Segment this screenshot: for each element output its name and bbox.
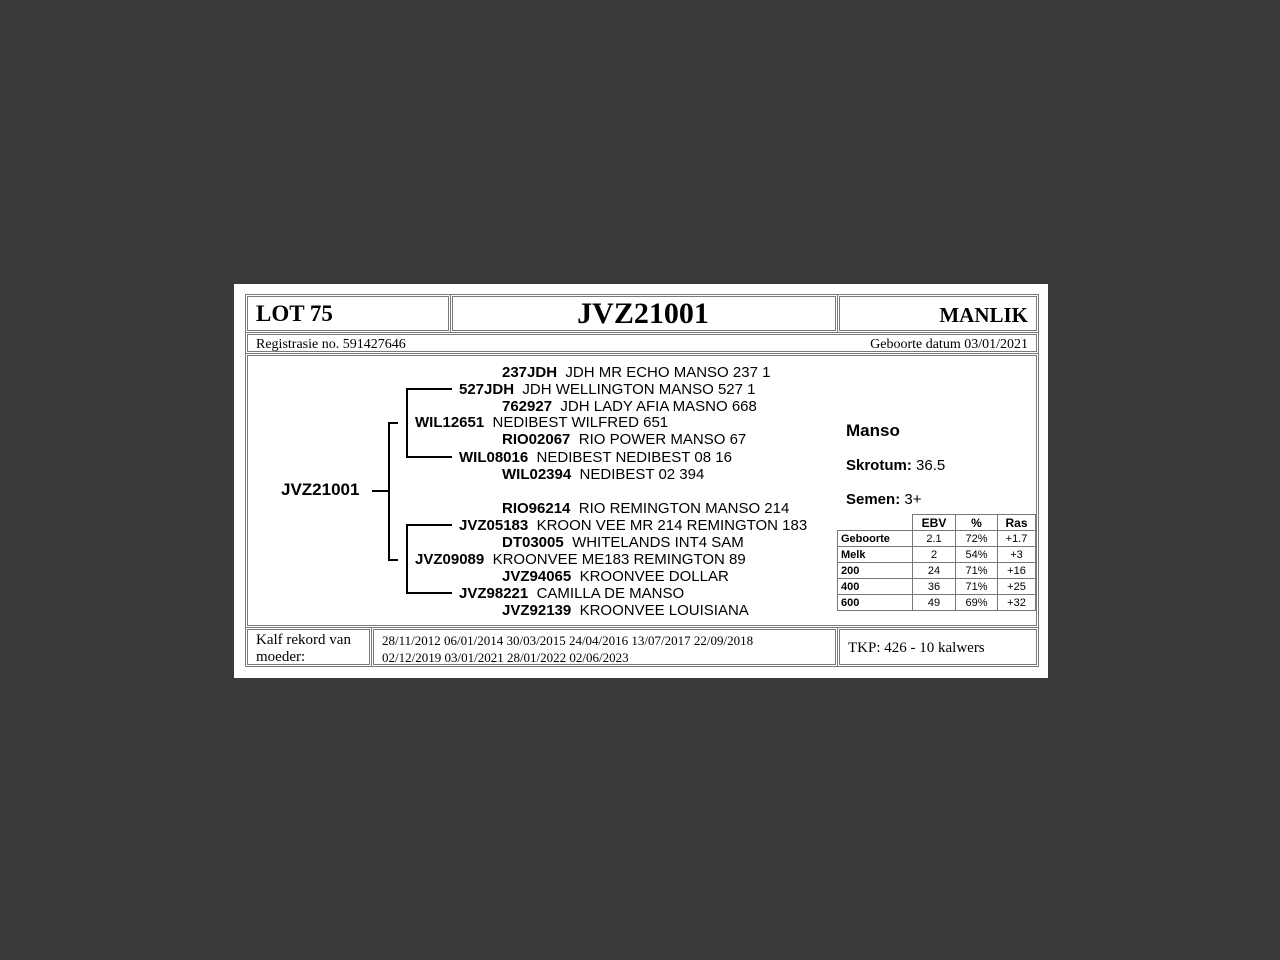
sex-label: MANLIK <box>939 303 1028 327</box>
pedigree-sire-sire-dam: 762927 JDH LADY AFIA MASNO 668 <box>502 398 757 415</box>
pedigree-dam-dam: JVZ98221 CAMILLA DE MANSO <box>459 585 685 602</box>
ebv-table <box>837 514 1036 611</box>
pedigree-sire-sire: 527JDH JDH WELLINGTON MANSO 527 1 <box>459 381 756 398</box>
pedigree-subject: JVZ21001 <box>281 480 360 499</box>
pedigree-sire-dam-sire: RIO02067 RIO POWER MANSO 67 <box>502 431 747 448</box>
connector-subject <box>372 490 388 492</box>
connector-sire-vertical <box>406 388 408 458</box>
pedigree-dam-dam-dam: JVZ92139 KROONVEE LOUISIANA <box>502 602 749 619</box>
calf-record-dates-box <box>371 627 838 667</box>
lot-box <box>245 294 451 333</box>
connector-dam-sire <box>406 524 452 526</box>
table-row: 600 49 69% +32 <box>838 595 1036 611</box>
table-row: Melk 2 54% +3 <box>838 547 1036 563</box>
semen-row: Semen: 3+ <box>846 491 922 508</box>
lot-number: LOT 75 <box>256 301 333 326</box>
scrotum-value: 36.5 <box>916 457 946 474</box>
ebv-header: EBV <box>913 515 956 531</box>
animal-id: JVZ21001 <box>577 297 709 330</box>
connector-dam <box>388 559 398 561</box>
lot-card <box>234 284 1048 678</box>
pedigree-dam-sire-sire: RIO96214 RIO REMINGTON MANSO 214 <box>502 500 790 517</box>
scrotum-row: Skrotum: 36.5 <box>846 457 946 474</box>
birth-date: Geboorte datum 03/01/2021 <box>870 337 1028 352</box>
connector-sire <box>388 422 398 424</box>
pct-header: % <box>956 515 998 531</box>
registration-number: Registrasie no. 591427646 <box>256 337 406 352</box>
ras-header: Ras <box>998 515 1036 531</box>
semen-value: 3+ <box>904 491 922 508</box>
sex-box <box>837 294 1039 333</box>
pedigree-dam-sire: JVZ05183 KROON VEE MR 214 REMINGTON 183 <box>459 517 808 534</box>
table-row: 200 24 71% +16 <box>838 563 1036 579</box>
pedigree-sire-dam-dam: WIL02394 NEDIBEST 02 394 <box>502 466 705 483</box>
pedigree-dam-dam-sire: JVZ94065 KROONVEE DOLLAR <box>502 568 729 585</box>
calf-record-label: Kalf rekord van moeder: <box>256 632 351 665</box>
registration-row <box>245 332 1039 354</box>
table-row: 400 36 71% +25 <box>838 579 1036 595</box>
calf-record-label-box <box>245 627 372 667</box>
pedigree-dam-sire-dam: DT03005 WHITELANDS INT4 SAM <box>502 534 744 551</box>
connector-dam-dam <box>406 592 452 594</box>
ebv-header-row <box>838 515 1036 531</box>
tkp-value: TKP: 426 - 10 kalwers <box>848 640 985 656</box>
pedigree-sire-sire-sire: 237JDH JDH MR ECHO MANSO 237 1 <box>502 364 771 381</box>
connector-sire-dam <box>406 456 452 458</box>
connector-dam-vertical <box>406 524 408 594</box>
connector-sire-sire <box>406 388 452 390</box>
pedigree-dam: JVZ09089 KROONVEE ME183 REMINGTON 89 <box>415 551 746 568</box>
animal-name: Manso <box>846 421 900 440</box>
tkp-box <box>837 627 1039 667</box>
calf-record-dates: 28/11/2012 06/01/2014 30/03/2015 24/04/2016 13/07/2017 22/09/2018 02/12/2019 03/01/2021 28/01/2022 02/06/2023 <box>382 633 754 665</box>
table-row: Geboorte 2.1 72% +1.7 <box>838 531 1036 547</box>
pedigree-sire-dam: WIL08016 NEDIBEST NEDIBEST 08 16 <box>459 449 732 466</box>
animal-id-box <box>450 294 838 333</box>
connector-parents-vertical <box>388 422 390 560</box>
pedigree-sire: WIL12651 NEDIBEST WILFRED 651 <box>415 414 669 431</box>
